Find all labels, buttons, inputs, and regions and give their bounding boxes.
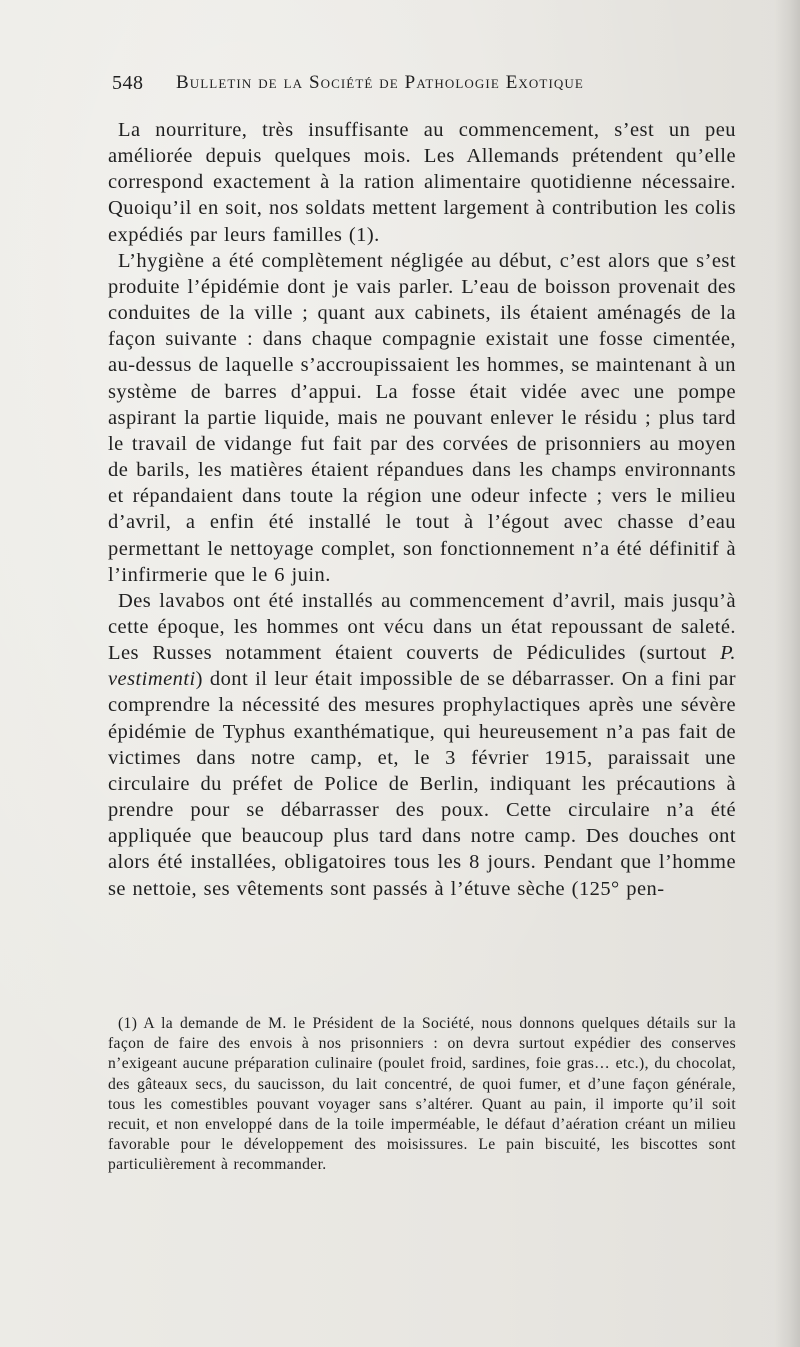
species-name: P. vestimenti bbox=[108, 642, 736, 691]
main-text bbox=[108, 117, 736, 902]
footnote-text: (1) A la demande de M. le Président de la Société, nous donnons quelques détails sur la façon de faire des envois à nos prisonniers : on devra surtout expédier des conserves n’exigeant aucune préparation culinaire (poulet froid, sardines, foie gras… etc.), du chocolat, des gâteaux secs, du saucisson, du lait concentré, de quoi fumer, et d’une façon générale, tous les comestibles pouvant voyager sans s’altérer. Quant au pain, il importe qu’il soit recuit, et non enveloppé dans de la toile imperméable, le défaut d’aération créant un milieu favorable pour le développement des moisissures. Le pain biscuité, les biscottes sont particulièrement à recommander. bbox=[108, 1015, 736, 1174]
page-number: 548 bbox=[112, 72, 144, 94]
footnote bbox=[108, 1014, 736, 1176]
page-header bbox=[112, 72, 660, 100]
running-head: Bulletin de la Société de Pathologie Exotique bbox=[176, 72, 584, 93]
paragraph-lavabos bbox=[108, 588, 736, 902]
paragraph-lavabos-start: Des lavabos ont été installés au commencement d’avril, mais jusqu’à cette époque, les hommes ont vécu dans un état repoussant de saleté. Les Russes notamment étaient couverts de Pédiculides (surtout bbox=[108, 589, 736, 665]
paragraph-food: La nourriture, très insuffisante au commencement, s’est un peu améliorée depuis quelques mois. Les Allemands prétendent qu’elle correspond exactement à la ration alimentaire quotidienne nécessaire. Quoiqu’il en soit, nos soldats mettent largement à contribution les colis expédiés par leurs familles (1). bbox=[108, 119, 736, 246]
page-edge-shadow bbox=[774, 0, 800, 1347]
paragraph-hygiene: L’hygiène a été complètement négligée au début, c’est alors que s’est produite l’épidémie dont je vais parler. L’eau de boisson provenait des conduites de la ville ; quant aux cabinets, ils étaient aménagés de la façon suivante : dans chaque compagnie existait une fosse cimentée, au-dessus de laquelle s’accroupissaient les hommes, se maintenant à un système de barres d’appui. La fosse était vidée avec une pompe aspirant la partie liquide, mais ne pouvant enlever le résidu ; plus tard le travail de vidange fut fait par des corvées de prisonniers au moyen de barils, les matières étaient répandues dans les champs environnants et répandaient dans toute la région une odeur infecte ; vers le milieu d’avril, a enfin été installé le tout à l’égout avec chasse d’eau permettant le nettoyage complet, son fonctionnement n’a été définitif à l’infirmerie que le 6 juin. bbox=[108, 249, 736, 586]
paragraph-lavabos-end: ) dont il leur était impossible de se débarrasser. On a fini par comprendre la nécessité des mesures prophylactiques après une sévère épidémie de Typhus exanthématique, qui heureusement n’a pas fait de victimes dans notre camp, et, le 3 février 1915, paraissait une circulaire du préfet de Police de Berlin, indiquant les précautions à prendre pour se débarrasser des poux. Cette circulaire n’a été appliquée que beaucoup plus tard dans notre camp. Des douches ont alors été installées, obligatoires tous les 8 jours. Pendant que l’homme se nettoie, ses vêtements sont passés à l’étuve sèche (125° pen- bbox=[108, 668, 736, 900]
